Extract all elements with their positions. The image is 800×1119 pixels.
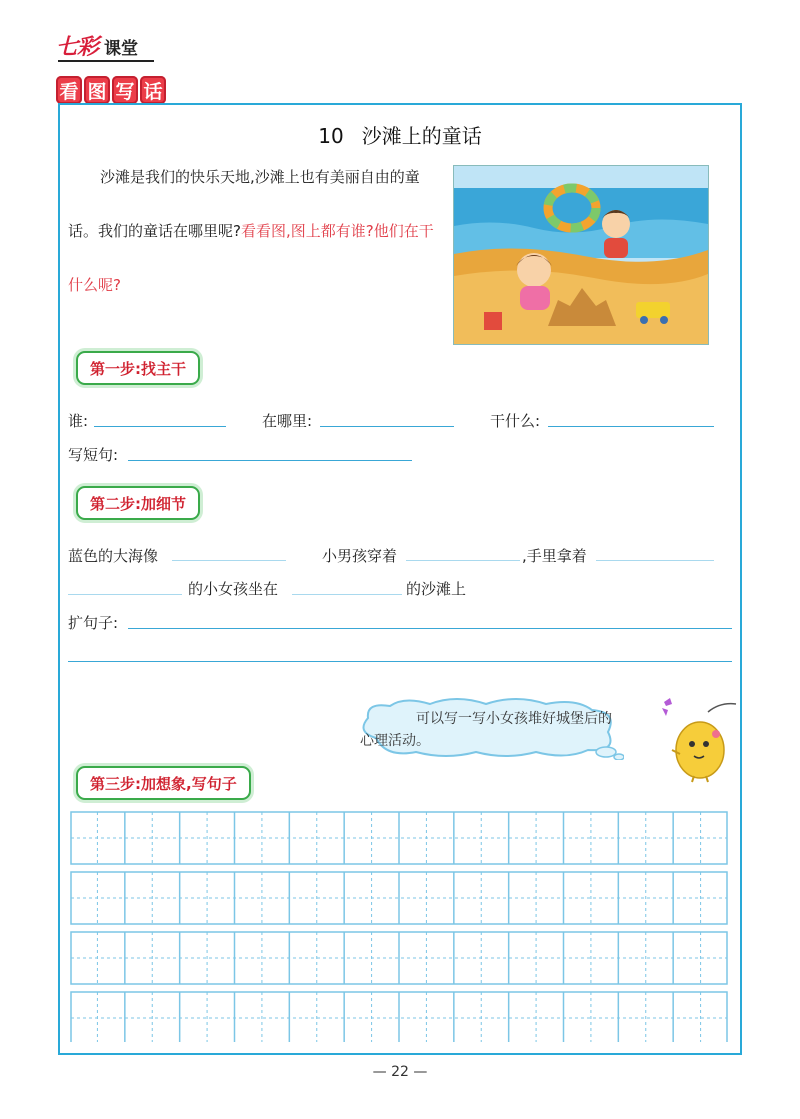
lesson-title — [200, 120, 600, 149]
mascot-icon — [650, 694, 740, 784]
intro-text: 沙滩是我们的快乐天地,沙滩上也有美丽自由的童话。我们的童话在哪里呢? — [68, 168, 420, 240]
lesson-title-text: 沙滩上的童话 — [361, 124, 482, 148]
beach-adj-blank-line[interactable] — [292, 594, 402, 595]
brand-underline — [58, 60, 154, 62]
sea-blank-line[interactable] — [172, 560, 286, 561]
who-label: 谁: — [68, 412, 89, 430]
who-answer-line[interactable] — [94, 426, 226, 427]
section-tag-char: 图 — [84, 76, 110, 104]
tip-text — [360, 708, 620, 752]
where-label: 在哪里: — [262, 412, 313, 430]
boy-label: 小男孩穿着 — [322, 547, 398, 565]
section-tag — [56, 76, 166, 104]
step2-badge: 第二步:加细节 — [76, 486, 200, 520]
expand-line-1[interactable] — [128, 628, 732, 629]
boy-blank-line[interactable] — [406, 560, 520, 561]
doing-label: 干什么: — [490, 412, 541, 430]
section-tag-char: 话 — [140, 76, 166, 104]
where-answer-line[interactable] — [320, 426, 454, 427]
doing-answer-line[interactable] — [548, 426, 714, 427]
intro-question: 看看图,图上都有谁?他们在干什么呢? — [68, 222, 434, 294]
brand-label: 课堂 — [104, 39, 138, 59]
short-sentence-line[interactable] — [128, 460, 412, 461]
section-tag-char: 看 — [56, 76, 82, 104]
page-number: — 22 — — [372, 1064, 428, 1080]
brand-mark: 七彩 — [56, 34, 99, 60]
expand-label: 扩句子: — [68, 614, 119, 632]
step3-badge: 第三步:加想象,写句子 — [76, 766, 251, 800]
sea-label: 蓝色的大海像 — [68, 547, 159, 565]
girl-adj-blank-line[interactable] — [68, 594, 182, 595]
intro-paragraph — [68, 150, 438, 312]
lesson-number: 10 — [318, 124, 344, 148]
section-tag-char: 写 — [112, 76, 138, 104]
writing-grid[interactable] — [70, 810, 728, 1042]
short-sentence-label: 写短句: — [68, 446, 119, 464]
hand-label: ,手里拿着 — [522, 547, 587, 565]
brand-logo — [56, 30, 166, 62]
tip-text-content: 可以写一写小女孩堆好城堡后的心理活动。 — [360, 711, 612, 749]
beach-illustration — [453, 165, 709, 345]
expand-line-2[interactable] — [68, 661, 732, 662]
hand-blank-line[interactable] — [596, 560, 714, 561]
beach-label: 的沙滩上 — [406, 580, 467, 598]
step1-badge: 第一步:找主干 — [76, 351, 200, 385]
girl-label: 的小女孩坐在 — [188, 580, 279, 598]
